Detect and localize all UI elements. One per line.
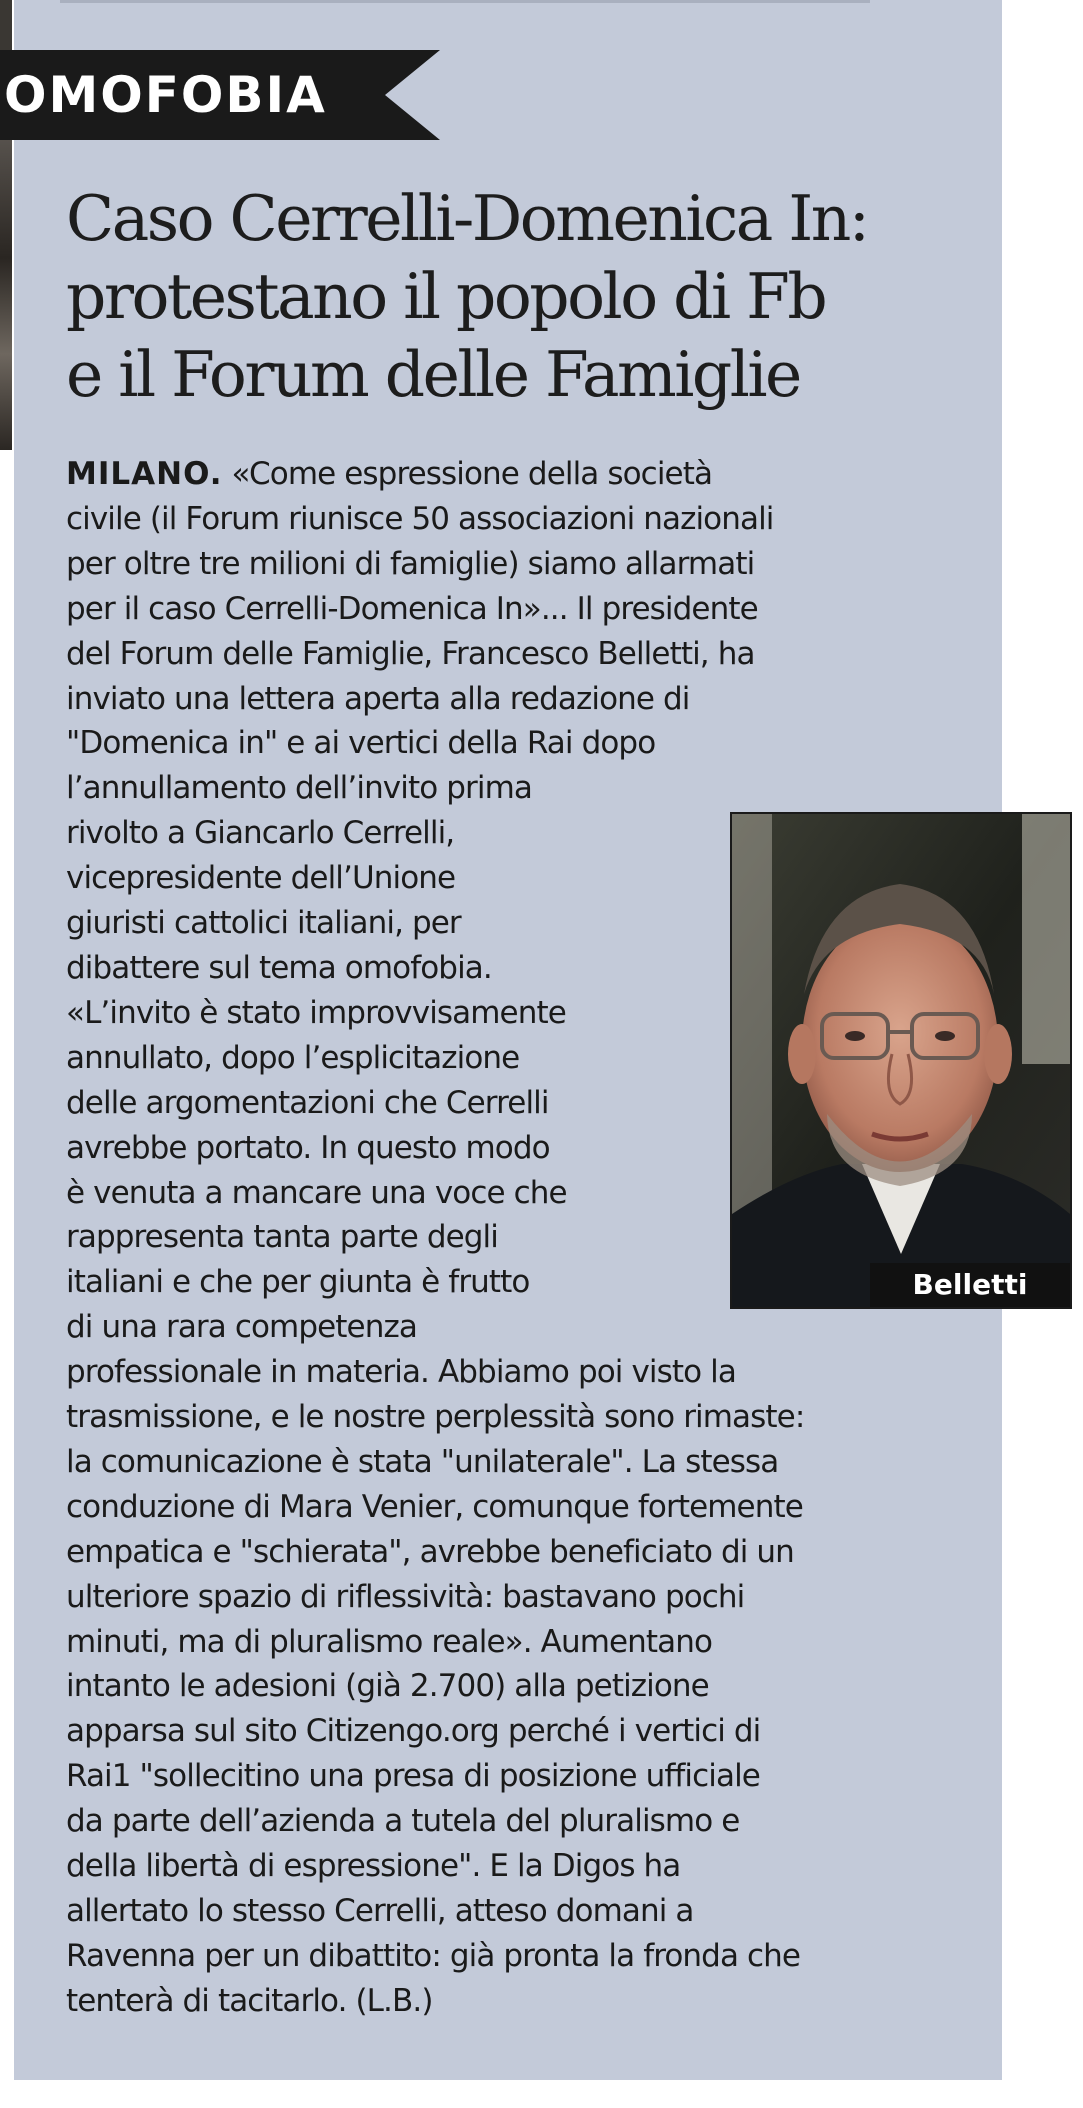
body-line: "Domenica in" e ai vertici della Rai dopo [66, 725, 656, 762]
body-line: apparsa sul sito Citizengo.org perché i vertici di [66, 1713, 761, 1750]
body-line: del Forum delle Famiglie, Francesco Belletti, ha [66, 635, 755, 672]
body-line: italiani e che per giunta è frutto [66, 1264, 530, 1301]
body-line: delle argomentazioni che Cerrelli [66, 1084, 549, 1121]
dateline: MILANO. [66, 456, 223, 492]
body-line: Ravenna per un dibattito: già pronta la fronda che [66, 1937, 801, 1974]
body-line: rivolto a Giancarlo Cerrelli, [66, 815, 455, 852]
body-line: empatica e "schierata", avrebbe beneficiato di un [66, 1533, 794, 1570]
body-line: l’annullamento dell’invito prima [66, 770, 532, 807]
body-line: tenterà di tacitarlo. (L.B.) [66, 1982, 433, 2019]
body-line: vicepresidente dell’Unione [66, 860, 456, 897]
body-line: intanto le adesioni (già 2.700) alla petizione [66, 1668, 709, 1705]
headline-line: protestano il popolo di Fb [66, 260, 826, 333]
adjacent-photo-strip [0, 130, 12, 450]
headline-line: e il Forum delle Famiglie [66, 338, 800, 411]
body-line: «L’invito è stato improvvisamente [66, 994, 566, 1031]
section-tag [0, 50, 440, 140]
body-line: allertato lo stesso Cerrelli, atteso domani a [66, 1893, 694, 1929]
body-line: giuristi cattolici italiani, per [66, 905, 461, 942]
body-line: della libertà di espressione". E la Digos ha [66, 1848, 681, 1885]
body-line [66, 452, 966, 497]
body-line: annullato, dopo l’esplicitazione [66, 1039, 520, 1076]
body-line: professionale in materia. Abbiamo poi visto la [66, 1354, 736, 1391]
body-line: di una rara competenza [66, 1309, 417, 1346]
body-line: trasmissione, e le nostre perplessità sono rimaste: [66, 1399, 805, 1436]
body-line: la comunicazione è stata "unilaterale". La stessa [66, 1443, 779, 1480]
body-line: da parte dell’azienda a tutela del pluralismo e [66, 1803, 740, 1840]
top-rule [60, 0, 870, 3]
body-line: rappresenta tanta parte degli [66, 1219, 498, 1256]
portrait-illustration [732, 814, 1070, 1307]
body-line: per il caso Cerrelli-Domenica In»... Il presidente [66, 590, 758, 627]
body-line: Rai1 "sollecitino una presa di posizione ufficiale [66, 1758, 760, 1795]
body-line: civile (il Forum riunisce 50 associazioni nazionali [66, 500, 774, 537]
body-line: ulteriore spazio di riflessività: bastavano pochi [66, 1578, 745, 1615]
headline-line: Caso Cerrelli-Domenica In: [66, 182, 868, 255]
body-line-text: «Come espressione della società [222, 456, 713, 492]
section-tag-label: OMOFOBIA [4, 66, 327, 124]
body-line: per oltre tre milioni di famiglie) siamo allarmati [66, 545, 755, 582]
body-line: dibattere sul tema omofobia. [66, 949, 492, 986]
portrait-photo [730, 812, 1072, 1309]
body-line: minuti, ma di pluralismo reale». Aumentano [66, 1623, 713, 1660]
body-line: è venuta a mancare una voce che [66, 1174, 567, 1211]
body-line: inviato una lettera aperta alla redazione di [66, 680, 690, 717]
body-line: avrebbe portato. In questo modo [66, 1129, 550, 1166]
photo-caption: Belletti [870, 1263, 1070, 1307]
body-line: conduzione di Mara Venier, comunque fortemente [66, 1488, 803, 1525]
headline [66, 180, 966, 414]
